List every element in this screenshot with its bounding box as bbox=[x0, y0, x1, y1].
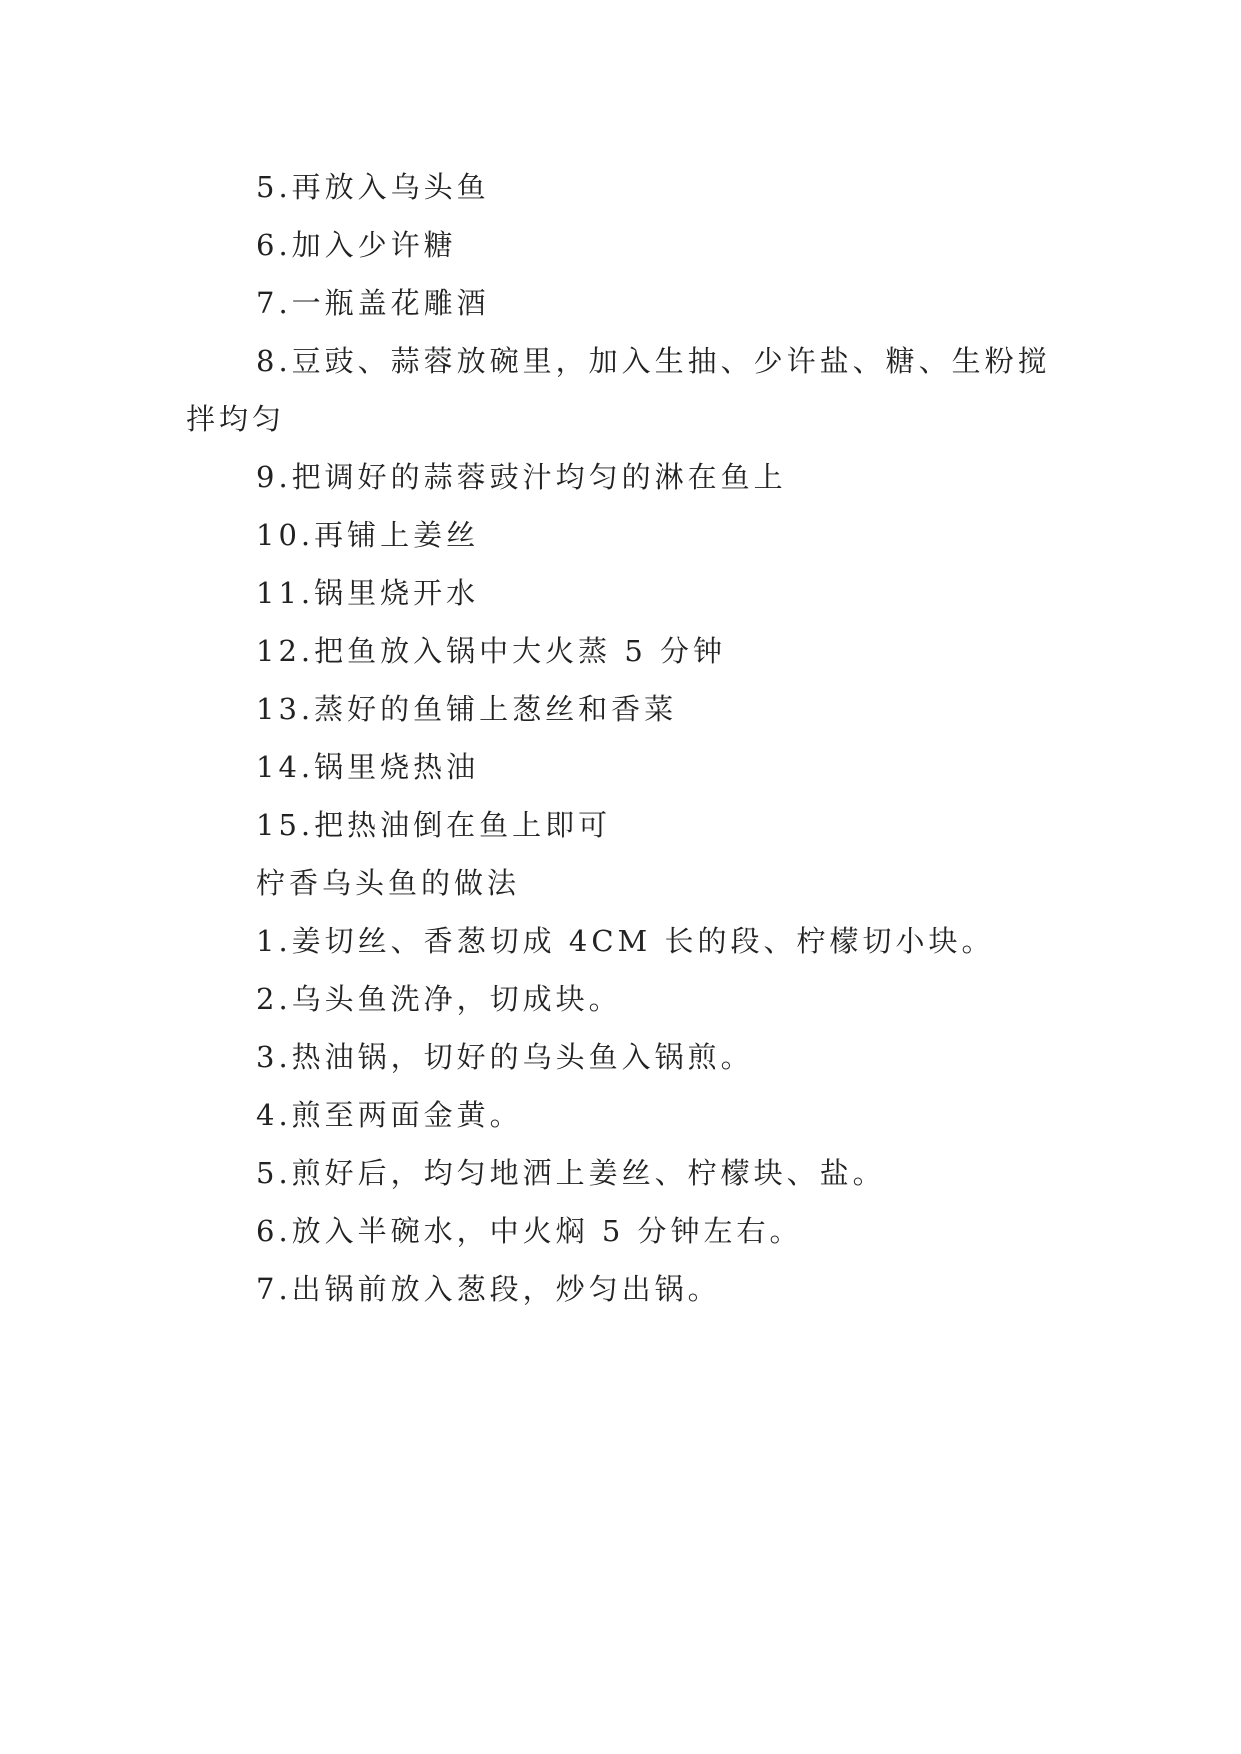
step-line: 2.乌头鱼洗净，切成块。 bbox=[256, 982, 622, 1016]
step-line: 12.把鱼放入锅中大火蒸 5 分钟 bbox=[256, 634, 727, 668]
step-line: 11.锅里烧开水 bbox=[256, 576, 480, 610]
step-line: 10.再铺上姜丝 bbox=[256, 518, 480, 552]
step-line: 6.放入半碗水，中火焖 5 分钟左右。 bbox=[256, 1214, 803, 1248]
step-line: 7.出锅前放入葱段，炒匀出锅。 bbox=[256, 1272, 721, 1306]
step-line: 15.把热油倒在鱼上即可 bbox=[256, 808, 612, 842]
step-line: 8.豆豉、蒜蓉放碗里，加入生抽、少许盐、糖、生粉搅拌均匀 bbox=[186, 344, 1051, 436]
step-line: 5.煎好后，均匀地洒上姜丝、柠檬块、盐。 bbox=[256, 1156, 886, 1190]
step-line: 1.姜切丝、香葱切成 4CM 长的段、柠檬切小块。 bbox=[256, 924, 995, 958]
document-body bbox=[186, 158, 1056, 1318]
section-heading: 柠香乌头鱼的做法 bbox=[256, 866, 521, 900]
step-line: 7.一瓶盖花雕酒 bbox=[256, 286, 490, 320]
step-line: 9.把调好的蒜蓉豉汁均匀的淋在鱼上 bbox=[256, 460, 787, 494]
step-line: 3.热油锅，切好的乌头鱼入锅煎。 bbox=[256, 1040, 754, 1074]
step-line: 5.再放入乌头鱼 bbox=[256, 170, 490, 204]
step-line: 14.锅里烧热油 bbox=[256, 750, 480, 784]
step-line: 13.蒸好的鱼铺上葱丝和香菜 bbox=[256, 692, 678, 726]
step-line: 6.加入少许糖 bbox=[256, 228, 457, 262]
step-line: 4.煎至两面金黄。 bbox=[256, 1098, 523, 1132]
